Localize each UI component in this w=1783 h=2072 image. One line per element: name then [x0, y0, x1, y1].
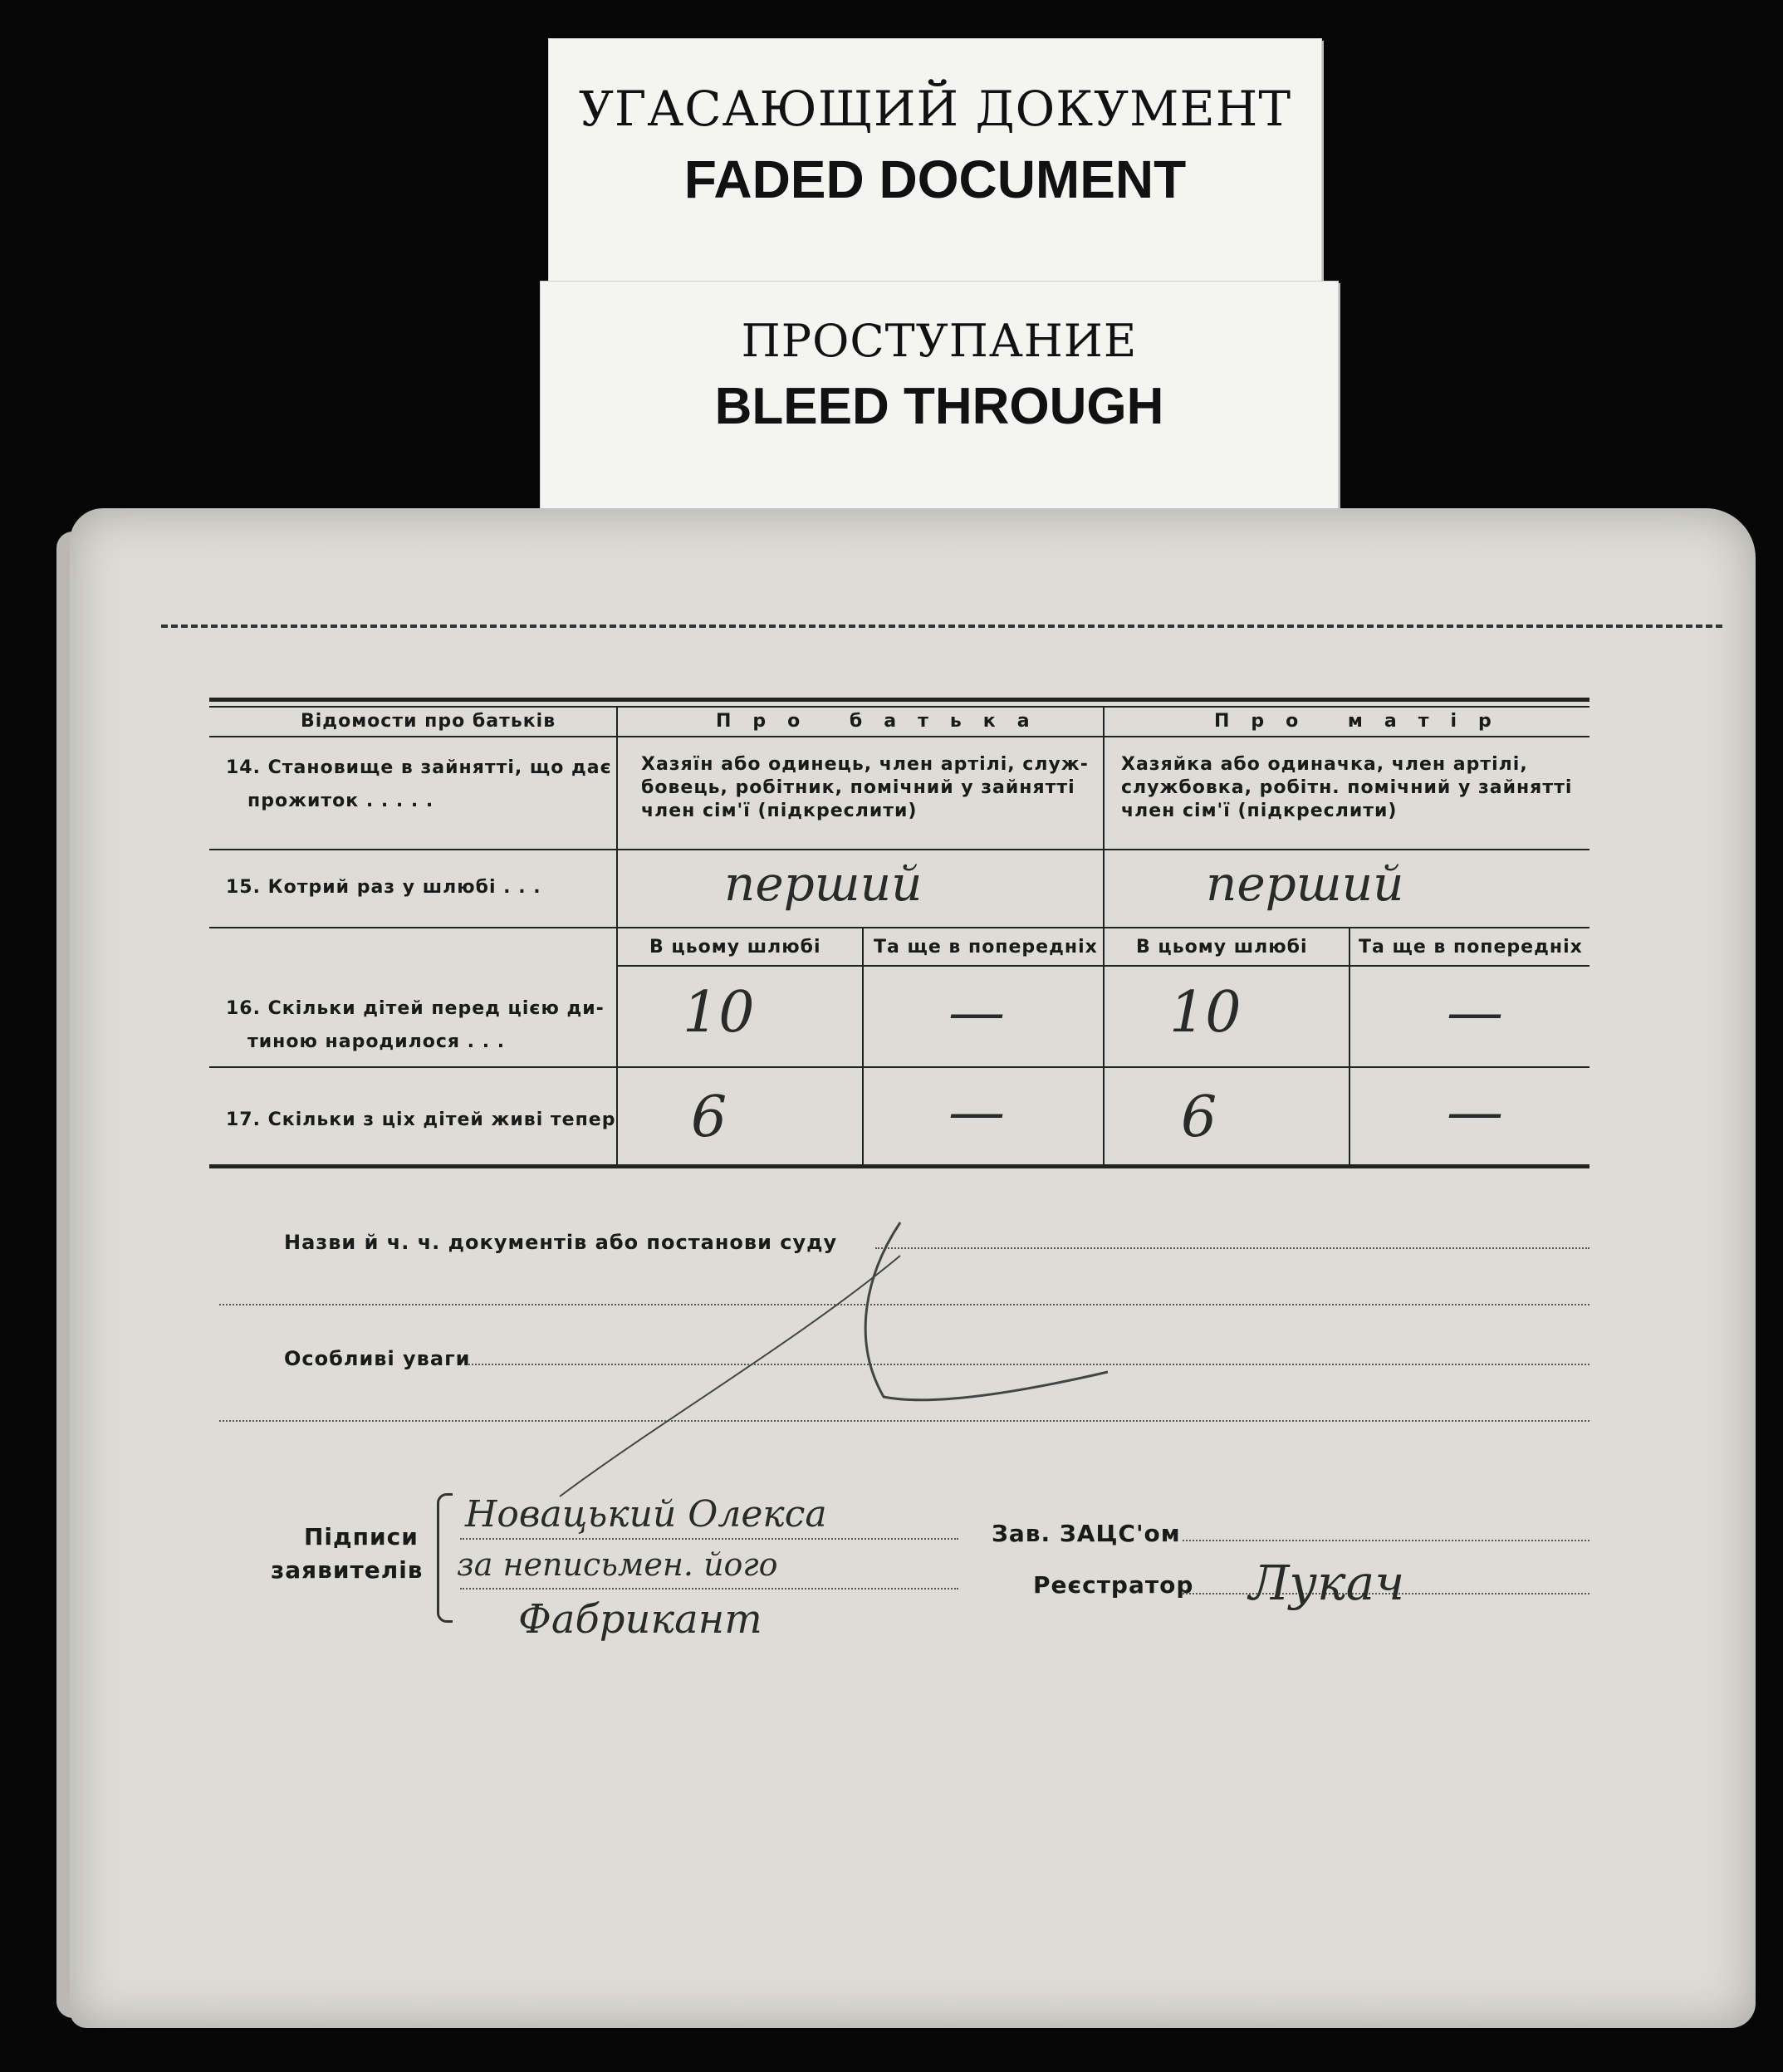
bleed-through-card — [540, 281, 1339, 533]
table-col-rule — [616, 706, 618, 1166]
table-col-rule — [862, 927, 864, 1166]
perforation-line — [161, 625, 1722, 628]
row17-mother-previous: — — [1447, 1080, 1503, 1145]
bleed-label-ru: ПРОСТУПАНИЕ — [741, 315, 1138, 367]
head-rule — [1183, 1540, 1590, 1541]
table-top-rule-2 — [209, 706, 1590, 708]
signatures-brace — [437, 1493, 453, 1623]
bleed-label-en: BLEED THROUGH — [714, 378, 1164, 435]
pencil-strike-mark — [535, 1206, 1249, 1513]
notes-label: Особливі уваги — [284, 1347, 471, 1370]
signature-rule-2 — [460, 1588, 958, 1590]
row16-father-this: 10 — [683, 980, 755, 1046]
row14-mother-line3: член сім'ї (підкреслити) — [1121, 801, 1398, 821]
table-rule — [209, 736, 1590, 737]
table-col-rule — [1349, 927, 1350, 1166]
signatures-label-line1: Підписи — [304, 1523, 419, 1550]
faded-document-card — [548, 38, 1322, 314]
subheader-mother-previous: Та ще в попередніх — [1359, 937, 1583, 958]
registrar-signature: Лукач — [1249, 1555, 1405, 1611]
row14-label-line1: 14. Становище в зайнятті, що дає — [226, 757, 612, 778]
row16-mother-previous: — — [1447, 980, 1503, 1046]
faded-label-en: FADED DOCUMENT — [683, 149, 1187, 209]
row16-father-previous: — — [948, 980, 1005, 1046]
row14-father-line2: бовець, робітник, помічний у зайнятті — [641, 777, 1075, 798]
row17-mother-this: 6 — [1181, 1085, 1217, 1150]
row15-father-value: перший — [724, 855, 923, 912]
row14-father-line1: Хазяїн або одинець, член артілі, служ- — [641, 754, 1089, 775]
applicant-signature-line2: за неписьмен. його — [457, 1546, 778, 1583]
row14-mother-line1: Хазяйка або одиначка, член артілі, — [1121, 754, 1528, 775]
table-rule — [209, 849, 1590, 850]
table-col-rule — [1103, 706, 1105, 1166]
table-rule — [209, 1066, 1590, 1068]
row14-label-line2: прожиток . . . . . — [247, 791, 434, 811]
document-sheet — [70, 508, 1756, 2028]
row16-label-line1: 16. Скільки дітей перед цією ди- — [226, 998, 605, 1019]
signatures-label-line2: заявителів — [271, 1556, 424, 1584]
documents-label: Назви й ч. ч. документів або постанови суду — [284, 1231, 838, 1254]
header-parents-info: Відомости про батьків — [301, 711, 556, 732]
table-top-rule — [209, 698, 1590, 702]
table-bottom-rule — [209, 1164, 1590, 1168]
faded-label-ru: УГАСАЮЩИЙ ДОКУМЕНТ — [578, 81, 1292, 137]
parents-info-table — [209, 698, 1590, 1171]
applicant-signature-line1: Новацький Олекса — [465, 1493, 827, 1536]
header-father: Про батька — [716, 711, 1051, 732]
subheader-mother-this-marriage: В цьому шлюбі — [1136, 937, 1308, 958]
subheader-father-previous: Та ще в попередніх — [874, 937, 1098, 958]
header-mother: Про матір — [1214, 711, 1513, 732]
row14-mother-line2: службовка, робітн. помічний у зайнятті — [1121, 777, 1573, 798]
row17-father-previous: — — [948, 1080, 1005, 1145]
row16-mother-this: 10 — [1169, 980, 1242, 1046]
applicant-signature-line3: Фабрикант — [518, 1596, 762, 1643]
registrar-label: Реєстратор — [1033, 1571, 1194, 1599]
row16-label-line2: тиною народилося . . . — [247, 1031, 506, 1052]
subheader-father-this-marriage: В цьому шлюбі — [649, 937, 821, 958]
row17-father-this: 6 — [691, 1085, 727, 1150]
signature-rule — [460, 1538, 958, 1540]
row14-father-line3: член сім'ї (підкреслити) — [641, 801, 918, 821]
head-of-registry-label: Зав. ЗАЦС'ом — [992, 1520, 1181, 1547]
row15-mother-value: перший — [1206, 855, 1404, 912]
row15-label: 15. Котрий раз у шлюбі . . . — [226, 877, 541, 898]
row17-label: 17. Скільки з ціх дітей живі тепер — [226, 1109, 616, 1130]
table-rule — [209, 927, 1590, 928]
